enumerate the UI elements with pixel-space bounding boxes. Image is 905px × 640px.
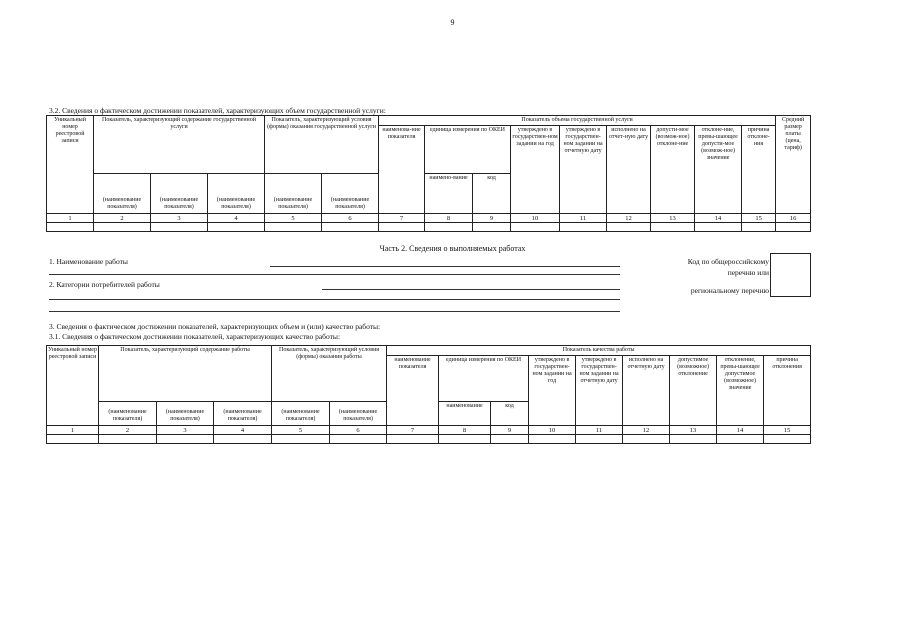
col-number: 16 (776, 214, 811, 223)
h-allowed: допустимое (возможное) отклонение (670, 356, 717, 426)
h-allowed: допусти-мое (возмож-ное) отклоне-ние (651, 126, 695, 214)
col-number: 15 (742, 214, 776, 223)
col-number: 9 (473, 214, 511, 223)
section-3-2-heading: 3.2. Сведения о фактическом достижении показателей, характеризующих объем государственной услуги: (49, 106, 386, 115)
h-indicator-name: (наименование показателя) (272, 402, 330, 426)
col-number: 14 (695, 214, 742, 223)
consumers-line (322, 289, 620, 290)
col-number: 8 (425, 214, 473, 223)
col-number: 4 (208, 214, 265, 223)
h-indicator-name: (наименование показателя) (99, 402, 157, 426)
col-number: 10 (529, 426, 576, 435)
table-row (47, 435, 811, 444)
work-name-line (270, 266, 620, 267)
h-content: Показатель, характеризующий содержание государственной услуги (94, 116, 265, 174)
h-executed: исполнено на отчет-ную дату (607, 126, 651, 214)
h-registry: Уникальный номер реестровой записи (47, 346, 99, 426)
h-indicator-name: (наименование показателя) (157, 402, 214, 426)
col-number: 11 (560, 214, 607, 223)
col-number: 10 (511, 214, 560, 223)
h-reason: причина отклоне-ния (742, 126, 776, 214)
work-name-label: 1. Наименование работы (49, 257, 128, 266)
h-avg-fee: Средний размер платы (цена, тариф) (776, 116, 811, 214)
h-deviation: отклонение, превы-шающее допустимое (возможное) значение (717, 356, 764, 426)
part2-title: Часть 2. Сведения о выполняемых работах (379, 244, 526, 253)
col-number: 13 (651, 214, 695, 223)
h-approved-date: утверждено в государствен-ном задании на отчетную дату (560, 126, 607, 214)
col-number: 5 (265, 214, 322, 223)
h-unit: единица измерения по ОКЕИ (425, 126, 511, 174)
col-number: 1 (47, 426, 99, 435)
col-number: 9 (491, 426, 529, 435)
col-number: 1 (47, 214, 94, 223)
col-number: 7 (379, 214, 425, 223)
consumers-label: 2. Категории потребителей работы (49, 280, 160, 289)
h-registry: Уникальный номер реестровой записи (47, 116, 94, 214)
registry-code-box[interactable] (770, 253, 811, 297)
col-number: 8 (439, 426, 491, 435)
h-indicator-name: (наименование показателя) (322, 174, 379, 214)
h-content: Показатель, характеризующий содержание работы (99, 346, 272, 402)
h-unit-name: наимено-вание (425, 174, 473, 214)
h-approved-date: утверждено в государствен-ном задании на отчетную дату (576, 356, 623, 426)
col-number: 6 (330, 426, 387, 435)
work-name-line-2 (49, 274, 620, 275)
section-3-1-heading: 3.1. Сведения о фактическом достижении показателей, характеризующих качество работы: (49, 332, 341, 341)
h-unit-code: код (491, 402, 529, 426)
h-indicator-name: (наименование показателя) (94, 174, 151, 214)
h-indicator-name: (наименование показателя) (151, 174, 208, 214)
h-reason: причина отклонения (764, 356, 811, 426)
h-approved-year: утверждено в государствен-ном задании на год (529, 356, 576, 426)
h-name: наименова-ние показателя (379, 126, 425, 214)
h-approved-year: утверждено в государствен-ном задании на год (511, 126, 560, 214)
col-number: 3 (157, 426, 214, 435)
table-row (47, 223, 811, 232)
h-conditions: Показатель, характеризующий условия (формы) оказания государственной услуги (265, 116, 379, 174)
col-number: 5 (272, 426, 330, 435)
col-number: 12 (607, 214, 651, 223)
h-name: наименование показателя (387, 356, 439, 426)
h-quality: Показатель качества работы (387, 346, 811, 356)
col-number: 15 (764, 426, 811, 435)
h-unit-name: наименование (439, 402, 491, 426)
h-indicator-name: (наименование показателя) (330, 402, 387, 426)
h-indicator-name: (наименование показателя) (208, 174, 265, 214)
h-unit-code: код (473, 174, 511, 214)
h-conditions: Показатель, характеризующий условия (формы) оказания работы (272, 346, 387, 402)
col-number: 2 (94, 214, 151, 223)
col-number: 6 (322, 214, 379, 223)
h-unit: единица измерения по ОКЕИ (439, 356, 529, 402)
consumers-line-3 (49, 311, 620, 312)
section-3-heading: 3. Сведения о фактическом достижении показателей, характеризующих объем и (или) качество работы: (49, 322, 381, 331)
quality-table (46, 345, 811, 444)
h-indicator-name: (наименование показателя) (214, 402, 272, 426)
col-number: 13 (670, 426, 717, 435)
col-number: 4 (214, 426, 272, 435)
h-volume: Показатель объема государственной услуги (379, 116, 776, 126)
col-number: 14 (717, 426, 764, 435)
consumers-line-2 (49, 299, 620, 300)
volume-table (46, 115, 811, 232)
col-number: 11 (576, 426, 623, 435)
col-number: 7 (387, 426, 439, 435)
col-number: 3 (151, 214, 208, 223)
col-number: 2 (99, 426, 157, 435)
page-number: 9 (450, 18, 455, 27)
h-executed: исполнено на отчетную дату (623, 356, 670, 426)
h-indicator-name: (наименование показателя) (265, 174, 322, 214)
registry-code-label: Код по общероссийскому перечню или региональному перечню (687, 257, 769, 295)
h-deviation: отклоне-ние, превы-шающее допусти-мое (возмож-ное) значение (695, 126, 742, 214)
col-number: 12 (623, 426, 670, 435)
